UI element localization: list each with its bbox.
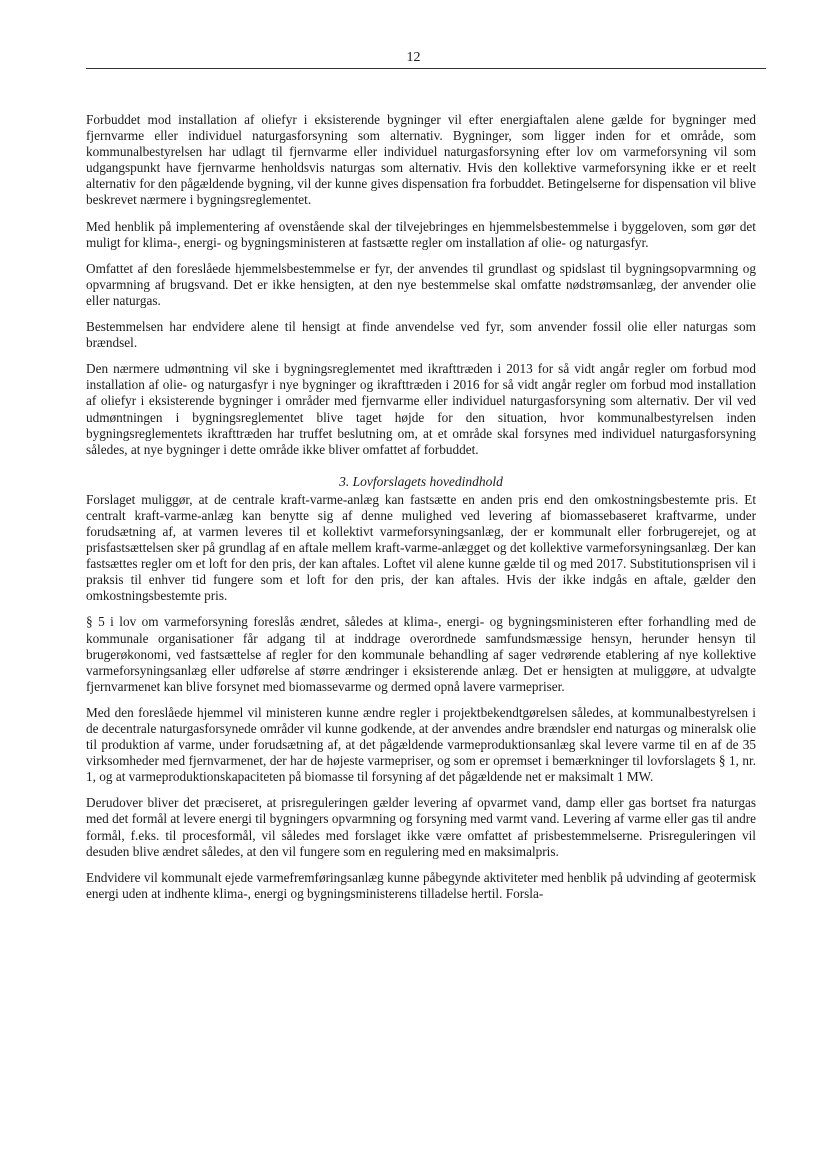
page-number: 12 [406, 50, 421, 65]
paragraph: Med den foreslåede hjemmel vil ministeren kunne ændre regler i projektbekendtgørelsen således, at kommunalbestyrelsen i de decentrale naturgasforsynede områder vil kunne godkende, at der anvendes andre brændsler end naturgas og mineralsk olie til produktion af varme, under forudsætning af, at det pågældende varmeproduktionsanlæg skal levere varme til en af de 35 virksomheder med fjernvarmenet, der har de højeste varmepriser, og som er opremset i bemærkninger til lovforslagets § 1, nr. 1, og at varmeproduktionskapaciteten på biomasse til forsyning af det pågældende net er maksimalt 1 MW. [86, 704, 756, 785]
paragraph: Den nærmere udmøntning vil ske i bygningsreglementet med ikrafttræden i 2013 for så vidt angår regler om forbud mod installation af olie- og naturgasfyr i nye bygninger og ikrafttræden i 2016 for så vidt angår regler om forbud mod installation af oliefyr i eksisterende bygninger i områder med fjernvarme eller individuel naturgasforsyning som alternativ. Der vil ved udmøntningen i bygningsreglementet blive taget højde for den situation, hvor kommunalbestyrelsen inden bygningsreglementets ikrafttræden har truffet beslutning om, at et område skal forsynes med individuel naturgasforsyning således, at nye bygninger i dette område ikke bliver omfattet af forbuddet. [86, 361, 756, 457]
section-heading: 3. Lovforslagets hovedindhold [339, 473, 503, 489]
paragraph: Bestemmelsen har endvidere alene til hensigt at finde anvendelse ved fyr, som anvender fossil olie eller naturgas som brændsel. [86, 319, 756, 351]
paragraph: Med henblik på implementering af ovenstående skal der tilvejebringes en hjemmelsbestemmelse i byggeloven, som gør det muligt for klima-, energi- og bygningsministeren at fastsætte regler om installation af olie- og naturgasfyr. [86, 218, 756, 250]
paragraph: Forslaget muliggør, at de centrale kraft-varme-anlæg kan fastsætte en anden pris end den omkostningsbestemte pris. Et centralt kraft-varme-anlæg kan benytte sig af denne mulighed ved levering af biomassebaseret kraftvarme, under forudsætning af, at varmen leveres til et kollektivt varmeforsyningsanlæg, der er kommunalt eller forbrugerejet, og at prisfastsættelsen sker på grundlag af en aftale mellem kraft-varme-anlægget og det kollektive varmeforsyningsanlæg. Der kan fastsættes regler om et loft for den pris, der kan aftales. Loftet vil alene kunne gælde til og med 2017. Substitutionsprisen vil i praksis til enhver tid fungere som et loft for den pris, der kan aftales. Hvis der ikke indgås en aftale, gælder den omkostningsbestemte pris. [86, 491, 756, 604]
paragraph: Omfattet af den foreslåede hjemmelsbestemmelse er fyr, der anvendes til grundlast og spidslast til bygningsopvarmning og opvarmning af brugsvand. Det er ikke hensigten, at den nye bestemmelse skal omfatte nødstrømsanlæg, der anvender olie eller naturgas. [86, 260, 756, 308]
paragraph: § 5 i lov om varmeforsyning foreslås ændret, således at klima-, energi- og bygningsministeren efter forhandling med de kommunale organisationer får adgang til at inddrage overordnede samfundsmæssige hensyn, herunder hensyn til brugerøkonomi, ved fastsættelse af regler for den kommunale behandling af sager vedrørende etablering af nye kollektive varmeforsyningsanlæg eller udførelse af større ændringer i eksisterende anlæg. Det er hensigten at muliggøre, at udvalgte fjernvarmenet kan blive forsynet med biomassevarme og dermed opnå lavere varmepriser. [86, 614, 756, 694]
header-rule [86, 68, 766, 69]
paragraph: Endvidere vil kommunalt ejede varmefremføringsanlæg kunne påbegynde aktiviteter med henblik på udvinding af geotermisk energi uden at indhente klima-, energi og bygningsministerens tilladelse hertil. Forsla- [86, 869, 756, 901]
body-text [86, 112, 756, 912]
paragraph: Forbuddet mod installation af oliefyr i eksisterende bygninger vil efter energiaftalen alene gælde for bygninger med fjernvarme eller individuel naturgasforsyning som alternativ. Bygninger, som ligger inden for et område, som kommunalbestyrelsen har udlagt til fjernvarme eller individuel naturgasforsyning efter lov om varmeforsyning vil som udgangspunkt have fjernvarme henholdsvis naturgas som alternativ. Hvis den kollektive varmeforsyning ikke er et reelt alternativ for den pågældende bygning, vil der kunne gives dispensation fra forbuddet. Betingelserne for dispensation vil blive beskrevet nærmere i bygningsreglementet. [86, 112, 756, 208]
paragraph: Derudover bliver det præciseret, at prisreguleringen gælder levering af opvarmet vand, damp eller gas bortset fra naturgas med det formål at levere energi til bygningers opvarmning og forsyning med varmt vand. Levering af varme eller gas til andre formål, f.eks. til procesformål, vil således med forslaget ikke være omfattet af prisbestemmelserne. Prisreguleringen vil desuden blive ændret således, at den vil fungere som en regulering med en maksimalpris. [86, 795, 756, 859]
